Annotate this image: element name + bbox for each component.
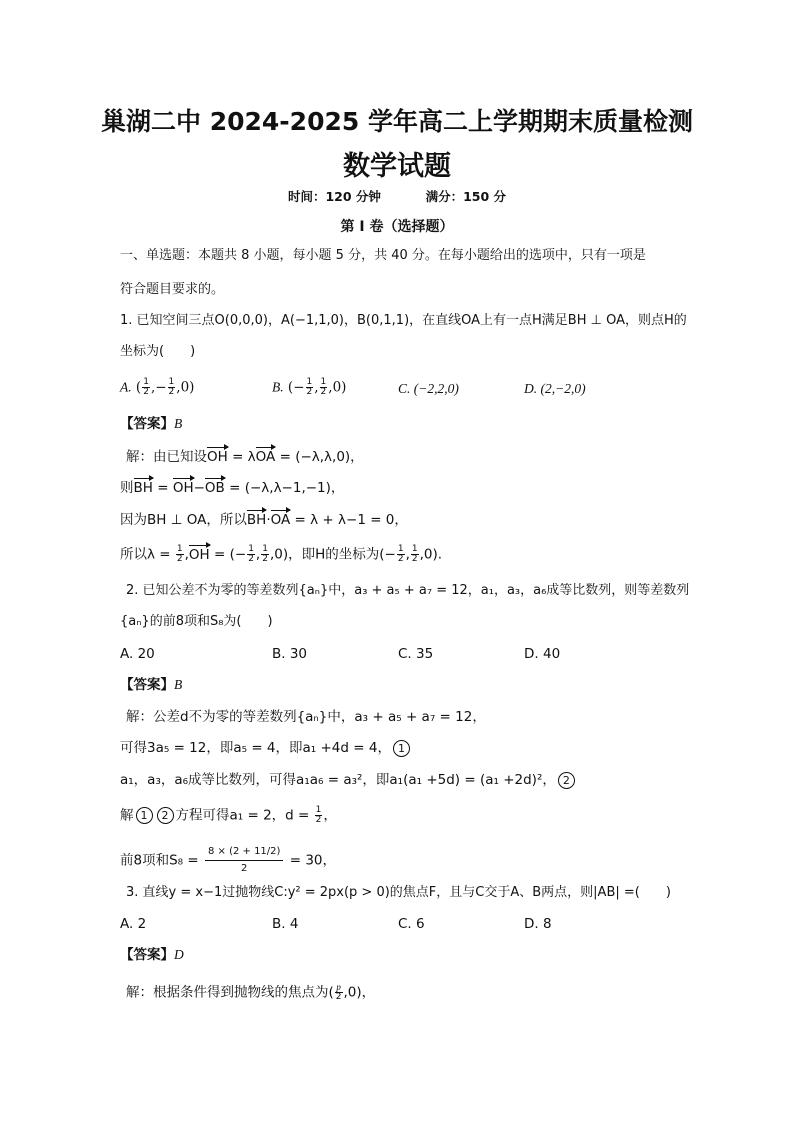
q3-option-d: D. 8 (524, 916, 552, 932)
section-heading: 第 I 卷（选择题） (340, 219, 454, 235)
q1-option-b-label: B. (272, 379, 284, 395)
exam-info (0, 187, 794, 205)
s8-denominator: 2 (241, 863, 248, 874)
q3-solution-line-1: 解：根据条件得到抛物线的焦点为( $\frac{p}{2}$ ,0)， (126, 982, 376, 1002)
q2-stem-line-1: 2. 已知公差不为零的等差数列{aₙ}中，a₃ + a₅ + a₇ = 12，a₁，a₃，a₆成等比数列，则等差数列 (126, 583, 690, 598)
q3-stem: 3. 直线y = x−1过抛物线C:y² = 2px(p > 0)的焦点F，且与C交于A、B两点，则|AB| =( ) (126, 885, 671, 900)
q1-stem-line-1: 1. 已知空间三点O(0,0,0)，A(−1,1,0)，B(0,1,1)，在直线OA上有一点H满足BH ⊥ OA，则点H的 (120, 313, 687, 328)
q2-solution-line-2: 可得3a₅ = 12，即a₅ = 4，即a₁ +4d = 4， 1 (120, 739, 412, 757)
s8-numerator: 8 × (2 + 11/2) (205, 846, 283, 861)
q2-option-a: A. 20 (120, 646, 155, 662)
q1-option-a-label: A. (120, 379, 132, 395)
q2-answer (120, 676, 182, 694)
q1-solution-line-1: 解：由已知设OH = λOA = (−λ,λ,0)， (126, 449, 364, 465)
q1-option-c: C. (−2,2,0) (398, 381, 459, 396)
q1-solution-line-2: 则BH = OH−OB = (−λ,λ−1,−1)， (120, 480, 345, 496)
score-label: 满分：150 分 (425, 189, 507, 204)
q2-solution-line-3: a₁，a₃，a₆成等比数列，可得a₁a₆ = a₃²，即a₁(a₁ +5d) = (a₁ +2d)²， 2 (120, 771, 577, 789)
q3-option-a: A. 2 (120, 916, 147, 932)
circle-mark-1: 1 (393, 740, 410, 757)
circle-mark-2: 2 (558, 772, 575, 789)
q1-solution-line-4: 所以λ = $\frac{1}{2}$ ,OH = (− $\frac{1}{2}$ , $\frac{1}{2}$ ,0)，即H的坐标为(− $\frac{1}{2}$ , $\frac{1}{2}$ ,0). (120, 544, 443, 564)
q1-option-a: A. ( $\frac{1}{2}$ ,− $\frac{1}{2}$ ,0) (120, 377, 195, 397)
q3-option-b: B. 4 (272, 916, 299, 932)
q2-answer-tag: 【答案】 (120, 677, 174, 693)
q1-stem-line-2: 坐标为( ) (120, 344, 196, 359)
page-subtitle: 数学试题 (343, 151, 451, 182)
q2-option-c: C. 35 (398, 646, 434, 662)
q2-solution-line-4: 解 1 2 方程可得a₁ = 2，d = $\frac{1}{2}$ ， (120, 805, 337, 825)
time-label: 时间：120 分钟 (287, 189, 381, 204)
q1-answer-tag: 【答案】 (120, 416, 174, 432)
q3-answer-value: D (174, 947, 184, 962)
q1-option-b: B. (− $\frac{1}{2}$ , $\frac{1}{2}$ ,0) (272, 377, 347, 397)
q1-option-d: D. (2,−2,0) (524, 381, 586, 396)
q2-stem-line-2: {aₙ}的前8项和S₈为( ) (120, 614, 273, 629)
q1-solution-line-3: 因为BH ⊥ OA，所以BH·OA = λ + λ−1 = 0， (120, 512, 408, 528)
instructions-line-2: 符合题目要求的。 (120, 282, 225, 297)
q1-answer (120, 415, 182, 433)
page-title: 巢湖二中 2024-2025 学年高二上学期期末质量检测 (101, 107, 693, 136)
q3-answer-tag: 【答案】 (120, 947, 174, 963)
q2-answer-value: B (174, 677, 183, 692)
q2-solution-line-5: 前8项和S₈ = $\frac{8 \times (2 + 11/2)}{2}$ = 30， (120, 846, 337, 874)
instructions-line-1: 一、单选题：本题共 8 小题，每小题 5 分，共 40 分。在每小题给出的选项中，只有一项是 (120, 248, 646, 263)
q3-option-c: C. 6 (398, 916, 425, 932)
q2-solution-line-1: 解：公差d不为零的等差数列{aₙ}中，a₃ + a₅ + a₇ = 12， (126, 709, 486, 725)
q2-option-b: B. 30 (272, 646, 308, 662)
q3-answer (120, 946, 184, 964)
q2-option-d: D. 40 (524, 646, 561, 662)
q1-answer-value: B (174, 416, 183, 431)
